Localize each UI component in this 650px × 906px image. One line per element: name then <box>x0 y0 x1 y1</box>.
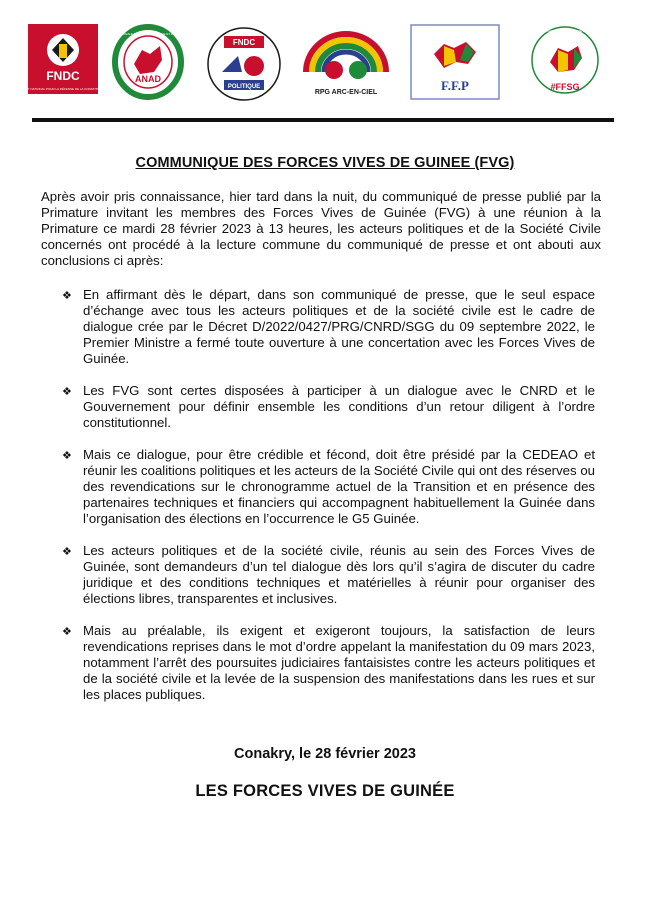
list-item-text: Mais au préalable, ils exigent et exigeront toujours, la satisfaction de leurs revendications reprises dans le mot d’ordre appelant la manifestation du 09 mars 2023, notamment l’arrêt des poursuites judiciaires fantaisistes contre les acteurs politiques et de la société civile et la levée de la suspension des manifestations dans les rues et sur les places publiques. <box>83 623 595 702</box>
ffsg-logo <box>528 24 602 104</box>
svg-text:ALLIANCE NATIONALE POUR L'ALTE: ALLIANCE NATIONALE POUR L'ALTERNANCE ET LA DÉMOCRATIE <box>100 32 196 36</box>
signature: LES FORCES VIVES DE GUINÉE <box>195 782 455 800</box>
date-line: Conakry, le 28 février 2023 <box>234 746 416 762</box>
list-item-text: Mais ce dialogue, pour être crédible et fécond, doit être présidé par la CEDEAO et réunir les coalitions politiques et les acteurs de la Société Civile qui ont des réserves ou des revendications sur le chronogramme actuel de la Transition et en présence des partenaires techniques et financiers qui accompagnent habituellement la Guinée dans l’organisation des élections en l’occurrence le G5 Guinée. <box>83 447 595 526</box>
list-item <box>60 623 595 703</box>
list-item-text: Les FVG sont certes disposées à participer à un dialogue avec le CNRD et le Gouvernement pour définir ensemble les conditions d’un retour diligent à l’ordre constitutionnel. <box>83 383 595 430</box>
ffp-logo-text: F.F.P <box>441 78 469 93</box>
anad-logo <box>100 24 196 100</box>
list-item <box>60 447 595 527</box>
diamond-bullet-icon: ❖ <box>62 450 72 462</box>
diamond-bullet-icon: ❖ <box>62 290 72 302</box>
list-item <box>60 543 595 607</box>
diamond-bullet-icon: ❖ <box>62 626 72 638</box>
header-divider <box>32 118 614 122</box>
diamond-bullet-icon: ❖ <box>62 386 72 398</box>
ffsg-logo-text: #FFSG <box>550 82 580 92</box>
fndc-logo <box>19 24 107 94</box>
anad-logo-text: ANAD <box>135 74 161 84</box>
politique-text: POLITIQUE <box>227 84 261 90</box>
ffp-logo <box>410 24 500 100</box>
conclusions-list <box>60 287 595 719</box>
svg-text:FORUM DES FORCES SOCIALES DE G: FORUM DES FORCES SOCIALES DE GUINÉE <box>537 30 593 33</box>
rpg-logo-text: RPG ARC-EN-CIEL <box>314 89 378 96</box>
document-title: COMMUNIQUE DES FORCES VIVES DE GUINEE (FVG) <box>135 155 515 171</box>
fndc-politique-logo <box>206 24 282 104</box>
logo-banner <box>19 24 614 108</box>
list-item-text: En affirmant dès le départ, dans son communiqué de presse, que le seul espace d’échange avec tous les acteurs politiques et de la société civile est le cadre de dialogue crée par le Décret D/2022/0427/PRG/CNRD/SGG du 09 septembre 2022, le Premier Ministre a fermé toute ouverture à une concertation avec les Forces Vives de Guinée. <box>83 287 595 366</box>
diamond-bullet-icon: ❖ <box>62 546 72 558</box>
fndc-logo-text: FNDC <box>46 69 80 83</box>
list-item <box>60 287 595 367</box>
list-item <box>60 383 595 431</box>
rpg-arc-en-ciel-logo <box>300 24 392 100</box>
svg-text:FRONT NATIONAL POUR LA DÉFENSE: FRONT NATIONAL POUR LA DÉFENSE DE LA CONSTITUTION <box>19 87 107 91</box>
intro-paragraph: Après avoir pris connaissance, hier tard dans la nuit, du communiqué de presse publié par la Primature invitant les membres des Forces Vives de Guinée (FVG) à une réunion à la Primature ce mardi 28 février 2023 à 13 heures, les acteurs politiques et de la Société Civile concernés ont procédé à la lecture commune du communiqué de presse et ont abouti aux conclusions ci après: <box>41 189 601 268</box>
list-item-text: Les acteurs politiques et de la société civile, réunis au sein des Forces Vives de Guinée, sont demandeurs d’un tel dialogue dès lors qu’il s’agira de discuter du cadre juridique et des conditions techniques et matérielles à réunir pour organiser des élections libres, transparentes et inclusives. <box>83 543 595 606</box>
fndc-politique-text: FNDC <box>232 38 256 47</box>
